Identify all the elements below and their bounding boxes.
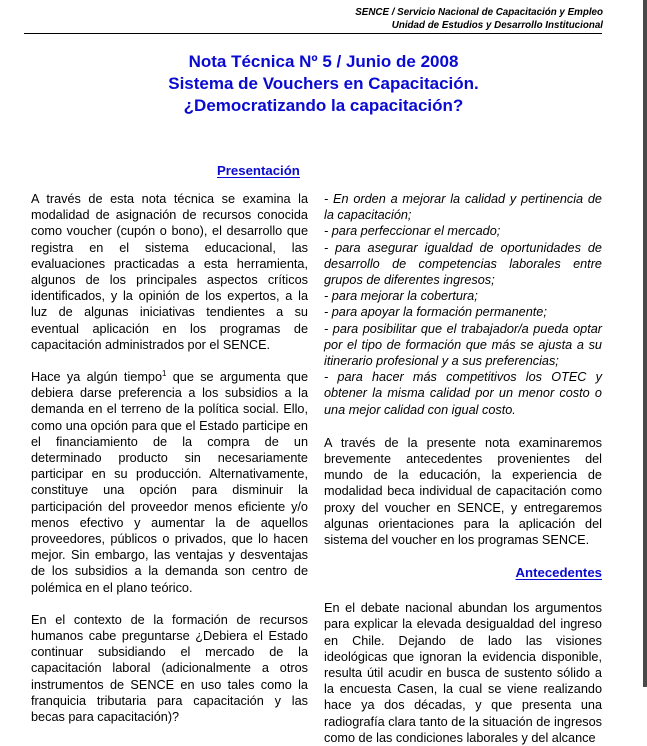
paragraph: En el debate nacional abundan los argumentos para explicar la elevada desigualdad del ingreso en Chile. Dejando de lado las visiones ideológicas que ignoran la evidencia disponible, resulta útil acudir en busca de sustento sólido a la encuesta Casen, la cual se viene realizando hace ya dos décadas, y que presenta una radiografía clara tanto de la situación de ingresos como de las condiciones laborales y del alcance xyxy=(324,601,602,745)
objectives-list xyxy=(324,191,602,418)
header-rule xyxy=(24,33,602,34)
page-header xyxy=(355,6,603,32)
list-item: - para apoyar la formación permanente; xyxy=(324,305,547,320)
list-item: - para perfeccionar el mercado; xyxy=(324,224,501,239)
section-heading-wrap xyxy=(324,564,602,584)
paragraph: A través de esta nota técnica se examina la modalidad de asignación de recursos conocida como voucher (cupón o bono), el desarrollo que registra en el sistema educacional, las evaluaciones practicadas a esta herramienta, algunos de los principales aspectos críticos identificados, y la opinión de los expertos, a la luz de algunas iniciativas tendientes a su eventual aplicación en los programas de capacitación administrados por el SENCE. xyxy=(31,192,308,352)
left-column xyxy=(31,191,308,725)
section-heading-presentacion: Presentación xyxy=(217,163,300,178)
list-item: - para posibilitar que el trabajador/a pueda optar por el tipo de formación que más se ajusta a su itinerario profesional y a sus preferencias; xyxy=(324,321,602,369)
right-column xyxy=(324,191,602,746)
paragraph: A través de la presente nota examinaremos brevemente antecedentes provenientes del mundo de la educación, la experiencia de modalidad beca individual de capacitación como proxy del voucher en SENCE, y entregaremos algunas orientaciones para la aplicación del sistema del voucher en los programas SENCE. xyxy=(324,435,602,548)
title-line-1: Nota Técnica Nº 5 / Junio de 2008 xyxy=(188,52,459,71)
paragraph-text: que se argumenta que debiera darse preferencia a los subsidios a la demanda en el terreno de la política social. Ello, como una opción para que el Estado participe en el financiamiento de la compra de un determinado producto sin necesariamente participar en su producción. Alternativamente, constituye una opción para disminuir la participación del proveedor menos eficiente y/o menos efectivo y aumentar la de aquellos proveedores, públicos o privados, que lo hacen mejor. Sin embargo, las ventajas y desventajas de los subsidios a la demanda son centro de polémica en el plano teórico. xyxy=(31,370,309,595)
section-heading-antecedentes: Antecedentes xyxy=(515,565,602,581)
list-item: - para asegurar igualdad de oportunidades de desarrollo de competencias laborales entre grupos de diferentes ingresos; xyxy=(324,240,602,288)
header-unit: Unidad de Estudios y Desarrollo Institucional xyxy=(391,20,603,31)
paragraph xyxy=(31,369,308,596)
title-line-3: ¿Democratizando la capacitación? xyxy=(183,96,464,115)
document-title xyxy=(0,51,647,117)
paragraph: En el contexto de la formación de recursos humanos cabe preguntarse ¿Debiera el Estado continuar subsidiando el mercado de la capacitación laboral (adicionalmente a otros instrumentos de SENCE en uso tales como la franquicia tributaria para capacitación y las becas para capacitación)? xyxy=(31,612,308,725)
paragraph-text: Hace ya algún tiempo xyxy=(31,370,163,385)
header-organization: SENCE / Servicio Nacional de Capacitación y Empleo xyxy=(355,7,603,18)
list-item: - En orden a mejorar la calidad y pertinencia de la capacitación; xyxy=(324,192,602,223)
list-item: - para mejorar la cobertura; xyxy=(324,289,478,304)
list-item: - para hacer más competitivos los OTEC y obtener la misma calidad por un menor costo o una mejor calidad con igual costo. xyxy=(324,370,602,417)
footnote-marker: 1 xyxy=(162,368,167,378)
title-line-2: Sistema de Vouchers en Capacitación. xyxy=(168,74,479,93)
